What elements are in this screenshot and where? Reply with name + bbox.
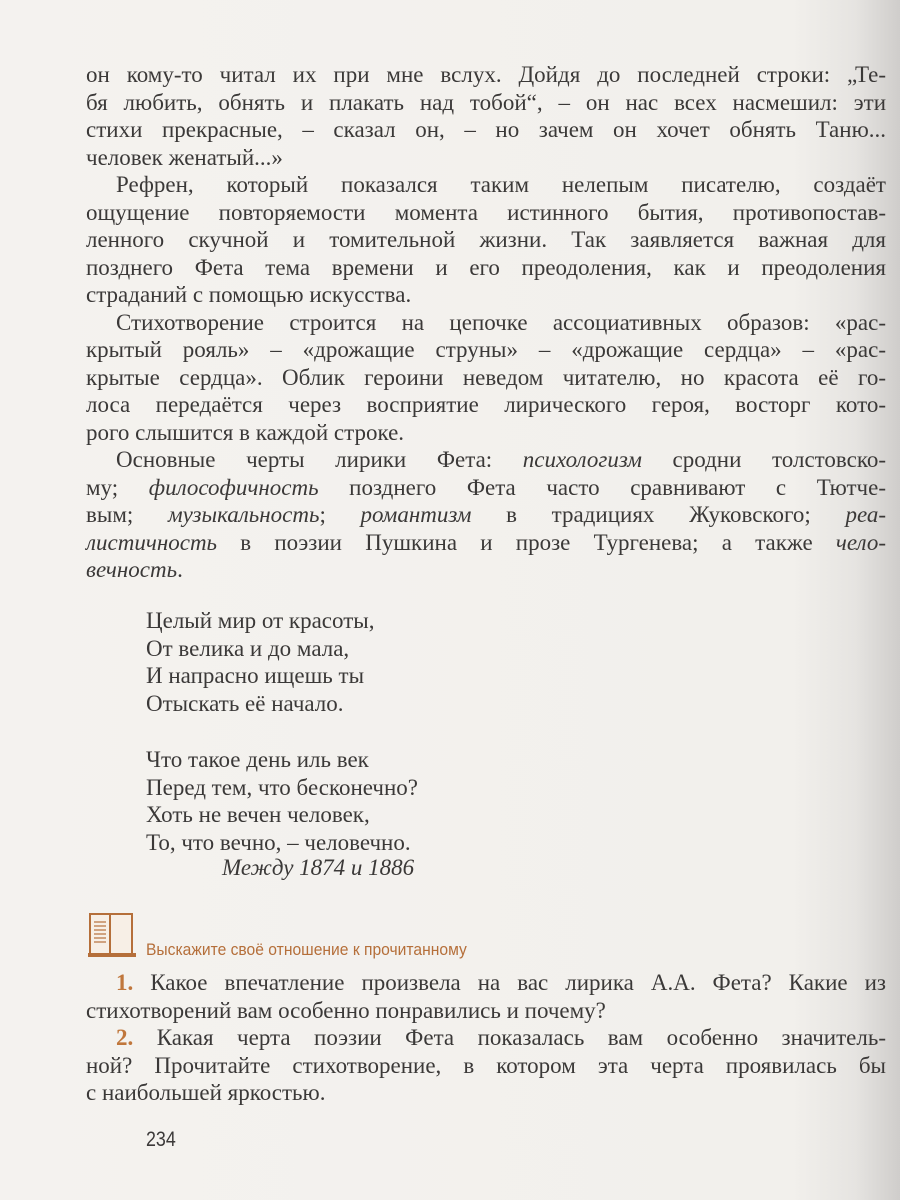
text-segment: . — [177, 557, 183, 582]
text-line — [86, 391, 886, 419]
text-line — [86, 61, 886, 89]
poem — [146, 607, 418, 857]
text-line — [86, 226, 886, 254]
text-line — [86, 1024, 886, 1052]
text-segment: сродни толстовско- — [641, 447, 886, 472]
text-line — [86, 309, 886, 337]
poem-line: Целый мир от красоты, — [146, 608, 375, 633]
text-line — [86, 281, 886, 309]
text-segment: рого слышится в каждой строке. — [86, 419, 405, 445]
text-line — [86, 336, 886, 364]
text-line — [86, 1052, 886, 1080]
text-segment: Стихотворение строится на цепочке ассоциативных образов: «рас- — [116, 309, 886, 335]
text-segment: в поэзии Пушкина и прозе Тургенева; а также — [217, 529, 836, 555]
questions — [86, 969, 886, 1107]
poem-date: Между 1874 и 1886 — [222, 855, 415, 880]
italic-term: вечность — [86, 557, 178, 582]
text-line — [86, 419, 886, 447]
italic-term: листичность — [86, 529, 218, 555]
text-line — [86, 89, 886, 117]
italic-term: реа- — [845, 502, 887, 527]
text-segment: бя любить, обнять и плакать над тобой“, – он нас всех насмешил: эти — [86, 89, 886, 115]
text-segment: ной? Прочитайте стихотворение, в котором эта черта проявилась бы — [86, 1052, 886, 1078]
text-segment: крытые сердца». Облик героини неведом читателю, но красота её го- — [86, 364, 886, 390]
text-segment: Рефрен, который показался таким нелепым писателю, создаёт — [116, 172, 886, 197]
text-line — [86, 997, 886, 1025]
text-line — [86, 254, 886, 282]
body-text — [86, 61, 886, 584]
italic-term: музыкальность — [167, 502, 320, 527]
text-line — [86, 171, 886, 199]
text-line — [86, 529, 886, 557]
text-segment: вым; — [86, 502, 168, 527]
stanza-gap — [146, 718, 418, 746]
text-line — [86, 116, 886, 144]
italic-term: философичность — [148, 474, 319, 500]
text-line — [86, 446, 886, 474]
italic-term: психологизм — [522, 447, 642, 472]
text-line — [86, 501, 886, 529]
poem-line: То, что вечно, – человечно. — [146, 829, 411, 855]
poem-line: От велика и до мала, — [146, 635, 350, 661]
poem-line: Хоть не вечен человек, — [146, 802, 370, 828]
text-line — [86, 144, 886, 172]
book-icon — [88, 912, 136, 958]
text-segment: позднего Фета часто сравнивают с Тютче- — [318, 474, 886, 500]
text-segment: человек женатый...» — [86, 144, 283, 170]
task-heading: Выскажите своё отношение к прочитанному — [146, 940, 467, 959]
question-number: 2. — [116, 1025, 134, 1050]
text-segment: с наибольшей яркостью. — [86, 1080, 326, 1105]
text-segment: лоса передаётся через восприятие лирического героя, восторг кото- — [86, 392, 886, 417]
text-segment: Основные черты лирики Фета: — [116, 447, 523, 472]
text-segment: ленного скучной и томительной жизни. Так заявляется важная для — [86, 227, 886, 252]
text-line — [86, 969, 886, 997]
page-number: 234 — [146, 1128, 176, 1151]
poem-line: И напрасно ищешь ты — [146, 663, 365, 689]
text-segment: он кому-то читал их при мне вслух. Дойдя до последней строки: „Те- — [86, 62, 886, 87]
poem-line: Перед тем, что бесконечно? — [146, 774, 418, 800]
poem-line: Отыскать её начало. — [146, 691, 344, 717]
poem-line: Что такое день иль век — [146, 746, 369, 772]
text-line — [86, 474, 886, 502]
text-segment: стихи прекрасные, – сказал он, – но зачем он хочет обнять Таню... — [86, 117, 886, 142]
text-segment: ; — [319, 502, 361, 527]
text-line — [86, 556, 886, 584]
text-segment: позднего Фета тема времени и его преодоления, как и преодоления — [86, 254, 886, 280]
text-line — [86, 199, 886, 227]
text-segment: ощущение повторяемости момента истинного бытия, противопостав- — [86, 199, 886, 225]
text-line — [86, 1079, 886, 1107]
text-segment: в традициях Жуковского; — [471, 502, 846, 527]
text-line — [86, 364, 886, 392]
text-segment: крытый рояль» – «дрожащие струны» – «дрожащие сердца» – «рас- — [86, 337, 886, 362]
text-segment: страданий с помощью искусства. — [86, 282, 412, 307]
text-segment: Какая черта поэзии Фета показалась вам особенно значитель- — [133, 1025, 886, 1050]
text-segment: Какое впечатление произвела на вас лирика А.А. Фета? Какие из — [133, 970, 886, 995]
italic-term: романтизм — [360, 502, 472, 527]
question-number: 1. — [116, 970, 134, 995]
italic-term: чело- — [835, 529, 886, 555]
text-segment: му; — [86, 474, 149, 500]
text-segment: стихотворений вам особенно понравились и почему? — [86, 997, 606, 1023]
